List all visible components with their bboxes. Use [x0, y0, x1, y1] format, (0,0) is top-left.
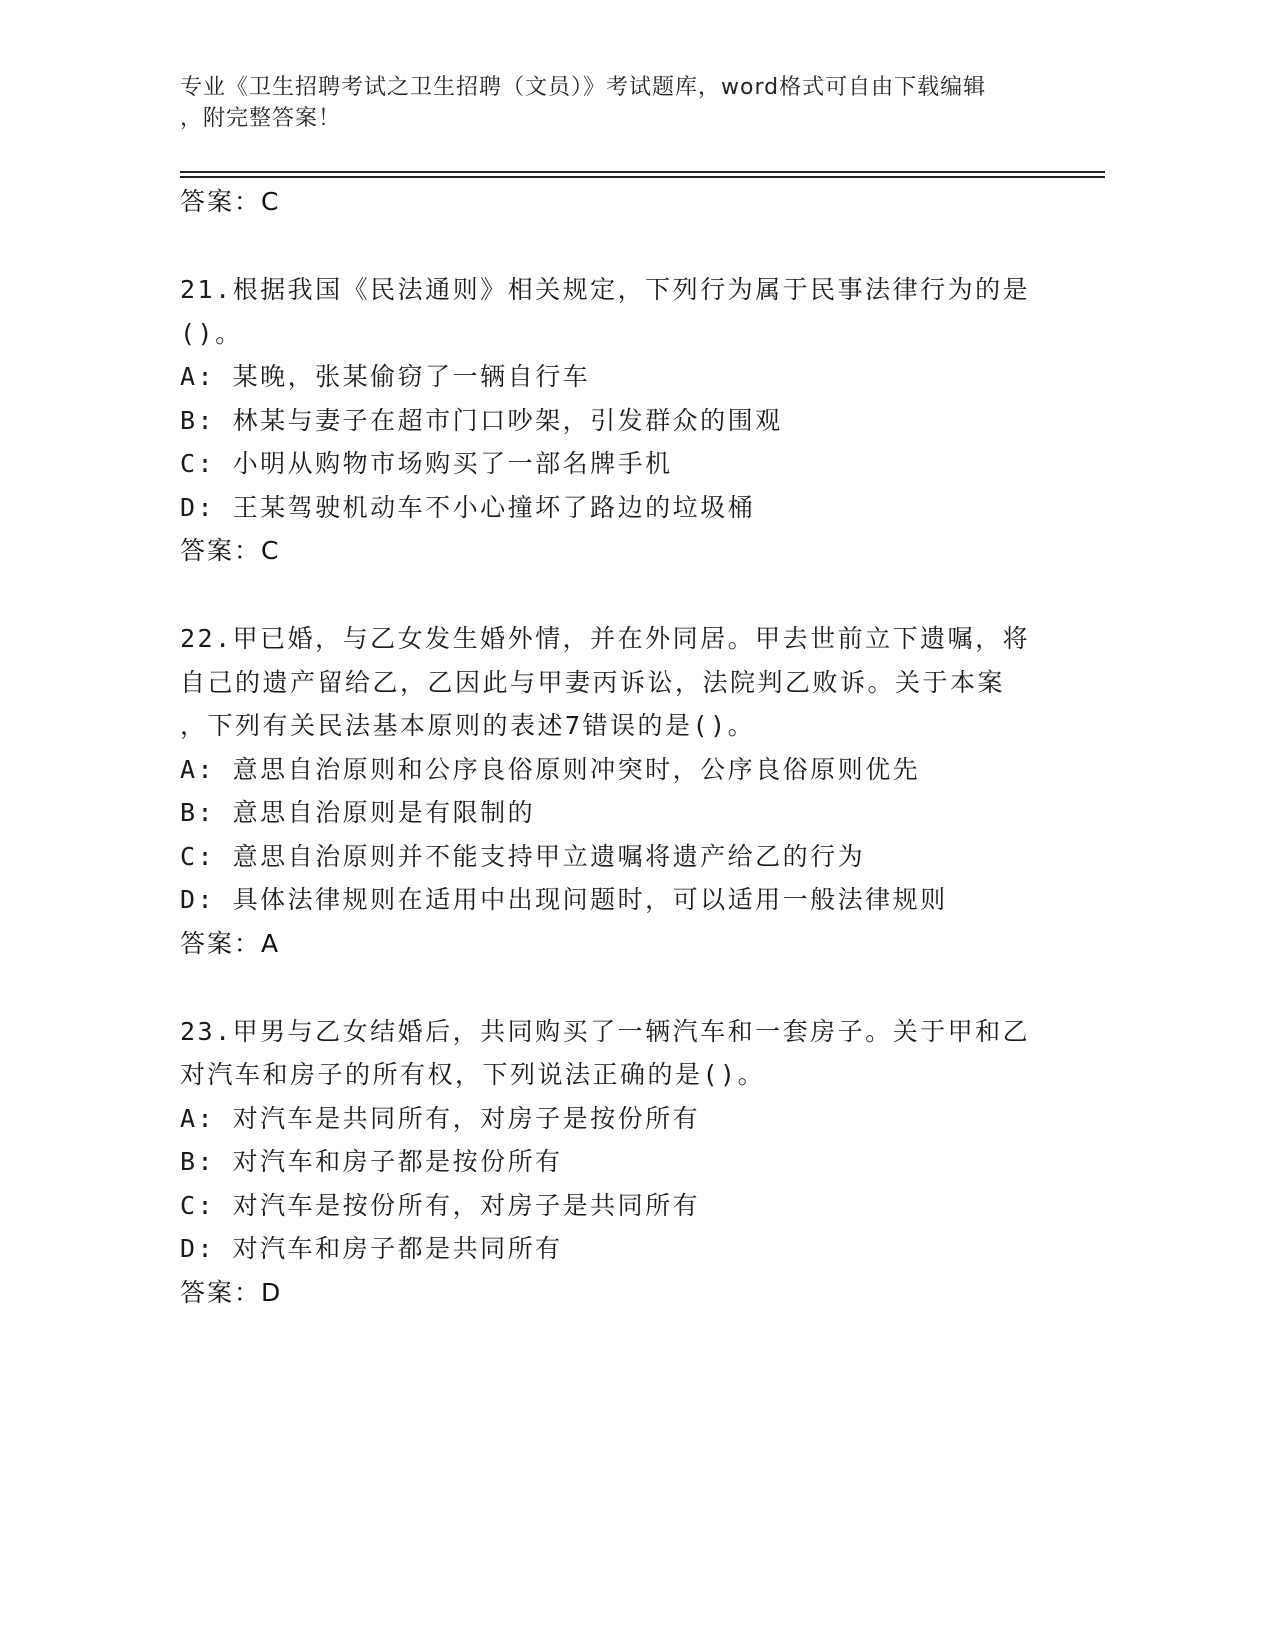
- option-a: A: 对汽车是共同所有，对房子是按份所有: [180, 1103, 701, 1133]
- option-d: D: 王某驾驶机动车不小心撞坏了路边的垃圾桶: [180, 492, 756, 522]
- previous-answer: 答案：C: [180, 187, 281, 216]
- question-21: [180, 268, 1060, 573]
- question-stem-line: 23.甲男与乙女结婚后，共同购买了一辆汽车和一套房子。关于甲和乙: [180, 1016, 1031, 1046]
- question-stem-line: 自己的遗产留给乙，乙因此与甲妻丙诉讼，法院判乙败诉。关于本案: [180, 667, 1006, 697]
- question-answer: 答案：C: [180, 536, 281, 565]
- header-line-1: 专业《卫生招聘考试之卫生招聘（文员）》考试题库，word格式可自由下载编辑: [180, 75, 987, 100]
- question-stem-line: 对汽车和房子的所有权，下列说法正确的是()。: [180, 1060, 766, 1089]
- option-d: D: 具体法律规则在适用中出现问题时，可以适用一般法律规则: [180, 885, 948, 914]
- header-divider-bottom: [180, 176, 1105, 178]
- option-a: A: 意思自治原则和公序良俗原则冲突时，公序良俗原则优先: [180, 754, 921, 784]
- question-answer: 答案：A: [180, 928, 281, 958]
- option-c: C: 意思自治原则并不能支持甲立遗嘱将遗产给乙的行为: [180, 841, 866, 871]
- option-b: B: 林某与妻子在超市门口吵架，引发群众的围观: [180, 405, 783, 435]
- question-list: [180, 180, 1060, 1315]
- question-stem-line: 22.甲已婚，与乙女发生婚外情，并在外同居。甲去世前立下遗嘱，将: [180, 624, 1031, 653]
- option-b: B: 对汽车和房子都是按份所有: [180, 1147, 563, 1176]
- option-b: B: 意思自治原则是有限制的: [180, 798, 536, 827]
- option-a: A: 某晚，张某偷窃了一辆自行车: [180, 362, 591, 391]
- document-header: [180, 72, 1040, 134]
- question-stem-line: ，下列有关民法基本原则的表述7错误的是()。: [180, 711, 756, 740]
- header-divider-top: [180, 171, 1105, 173]
- header-line-2: ，附完整答案！: [180, 106, 342, 131]
- question-23: [180, 1010, 1060, 1315]
- option-d: D: 对汽车和房子都是共同所有: [180, 1234, 563, 1263]
- question-22: [180, 617, 1060, 966]
- option-c: C: 对汽车是按份所有，对房子是共同所有: [180, 1190, 701, 1220]
- question-stem-line: ()。: [180, 318, 243, 348]
- question-answer: 答案：D: [180, 1277, 283, 1307]
- question-stem-line: 21.根据我国《民法通则》相关规定，下列行为属于民事法律行为的是: [180, 275, 1031, 304]
- option-c: C: 小明从购物市场购买了一部名牌手机: [180, 449, 673, 478]
